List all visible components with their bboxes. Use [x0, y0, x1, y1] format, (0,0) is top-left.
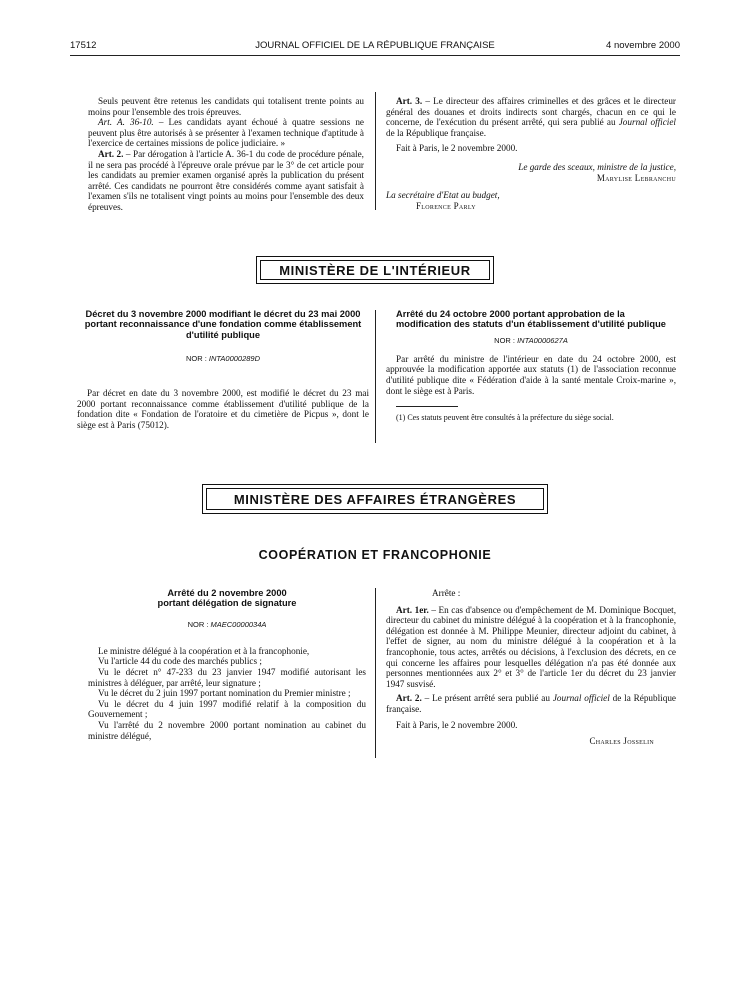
decree-title: Arrêté du 24 octobre 2000 portant approbation de la modification des statuts d'un établissement d'utilité publique [396, 309, 666, 330]
paragraph: Art. A. 36-10. – Les candidats ayant échoué à quatre sessions ne peuvent plus être autorisés à se présenter à l'examen technique d'aptitude à l'exercice de certaines missions de police judiciaire. » [88, 117, 364, 149]
column-divider [375, 588, 376, 758]
footnote: (1) Ces statuts peuvent être consultés à la préfecture du siège social. [396, 413, 614, 423]
visa: Vu le décret n° 47-233 du 23 janvier 1947 modifié autorisant les ministres à déléguer, par arrêté, leur signature ; [88, 667, 366, 688]
decree-body: Par arrêté du ministre de l'intérieur en date du 24 octobre 2000, est approuvée la modification apportée aux statuts (1) de l'association reconnue d'utilité publique dite « Fédération d'aide à la santé mentale Croix-marine », dont le siège est à Paris. [386, 353, 676, 396]
arrete-label: Arrête : [432, 588, 461, 598]
visa: Vu le décret du 4 juin 1997 modifié relatif à la composition du Gouvernement ; [88, 698, 366, 720]
journal-title: JOURNAL OFFICIEL DE LA RÉPUBLIQUE FRANÇAISE [255, 40, 495, 51]
signatory-role: La secrétaire d'Etat au budget, [386, 190, 500, 201]
article: Art. 1er. – En cas d'absence ou d'empêchement de M. Dominique Bocquet, directeur du cabinet du ministre délégué à la coopération et à la francophonie, délégation est donnée à M. Philippe Meunier, directeur adjoint du cabinet, à l'effet de signer, au nom du ministre délégué à la coopération et à la francophonie, tous actes, arrêtés ou décisions, à l'exclusion des décrets, en ce qui concerne les affaires pour lesquelles délégation n'a pas été donnée aux personnes mentionnées aux 2° et 3° de l'article 1er du décret du 23 janvier 1947 susvisé. [386, 604, 676, 689]
section-subtitle: COOPÉRATION ET FRANCOPHONIE [258, 548, 492, 562]
decree-right [386, 588, 676, 747]
top-left-column [88, 96, 364, 213]
article-label: Art. 3. [396, 96, 423, 106]
page-number: 17512 [70, 40, 97, 51]
paragraph: Art. 2. – Par dérogation à l'article A. 36-1 du code de procédure pénale, il ne sera pas procédé à l'épreuve orale prévue par le 3° de cet article pour les candidats au premier examen organisé après la publication du présent arrêté. Ces candidats ne pourront être considérés comme ayant satisfait à l'examen s'ils ne totalisent vingt points au moins pour l'ensemble des deux épreuves. [88, 148, 364, 212]
decree-left [77, 309, 369, 431]
nor-reference: NOR : INTA0000289D [185, 354, 261, 364]
decree-right [386, 309, 676, 423]
signatory-name: Florence Parly [416, 200, 476, 211]
nor-reference: NOR : MAEC0000034A [187, 619, 267, 629]
footnote-rule [396, 406, 458, 407]
paragraph: Art. 3. – Le directeur des affaires criminelles et des grâces et le directeur général des douanes et droits indirects sont chargés, chacun en ce qui le concerne, de l'exécution du présent arrêté, qui sera publié au Journal officiel de la République française. [386, 96, 676, 138]
issue-date: 4 novembre 2000 [606, 40, 680, 51]
decree-body: Par décret en date du 3 novembre 2000, est modifié le décret du 23 mai 2000 portant reconnaissance comme établissement d'utilité publique de la fondation dite « Fondation de l'oratoire et du cimetière de Picpus », dont le siège est à Paris (75012). [77, 388, 369, 430]
article-label: Art. 1er. [396, 604, 429, 615]
article-label: Art. 2. [396, 693, 422, 704]
visa: Vu le décret du 2 juin 1997 portant nomination du Premier ministre ; [98, 688, 351, 699]
decree-title-line2: portant délégation de signature [157, 598, 297, 609]
visa: Vu l'arrêté du 2 novembre 2000 portant nomination au cabinet du ministre délégué, [88, 719, 366, 741]
column-divider [375, 92, 376, 210]
ministry-title: MINISTÈRE DES AFFAIRES ÉTRANGÈRES [206, 488, 544, 510]
article-label: Art. A. 36-10. [98, 117, 154, 128]
page-header [70, 40, 680, 54]
decree-title: Arrêté du 2 novembre 2000 [167, 588, 287, 598]
signatory-role: Le garde des sceaux, ministre de la justice, [518, 161, 676, 172]
paragraph: Seuls peuvent être retenus les candidats qui totalisent trente points au moins pour l'ensemble des trois épreuves. [88, 96, 364, 117]
header-rule [70, 55, 680, 56]
decree-title: Décret du 3 novembre 2000 modifiant le décret du 23 mai 2000 portant reconnaissance d'une fondation comme établissement d'utilité publique [84, 309, 362, 340]
article-label: Art. 2. [98, 148, 124, 159]
visa: Vu l'article 44 du code des marchés publics ; [98, 656, 262, 667]
signatory-name: Charles Josselin [589, 736, 654, 747]
place-date: Fait à Paris, le 2 novembre 2000. [396, 143, 518, 154]
decree-left [88, 588, 366, 741]
article: Art. 2. – Le présent arrêté sera publié au Journal officiel de la République française. [386, 693, 676, 714]
column-divider [375, 310, 376, 443]
nor-reference: NOR : INTA0000627A [494, 335, 568, 345]
signatory-name: Marylise Lebranchu [596, 172, 676, 183]
visa: Le ministre délégué à la coopération et à la francophonie, [98, 645, 310, 656]
ministry-title: MINISTÈRE DE L'INTÉRIEUR [260, 260, 490, 280]
top-right-column [386, 96, 676, 211]
place-date: Fait à Paris, le 2 novembre 2000. [396, 719, 518, 730]
